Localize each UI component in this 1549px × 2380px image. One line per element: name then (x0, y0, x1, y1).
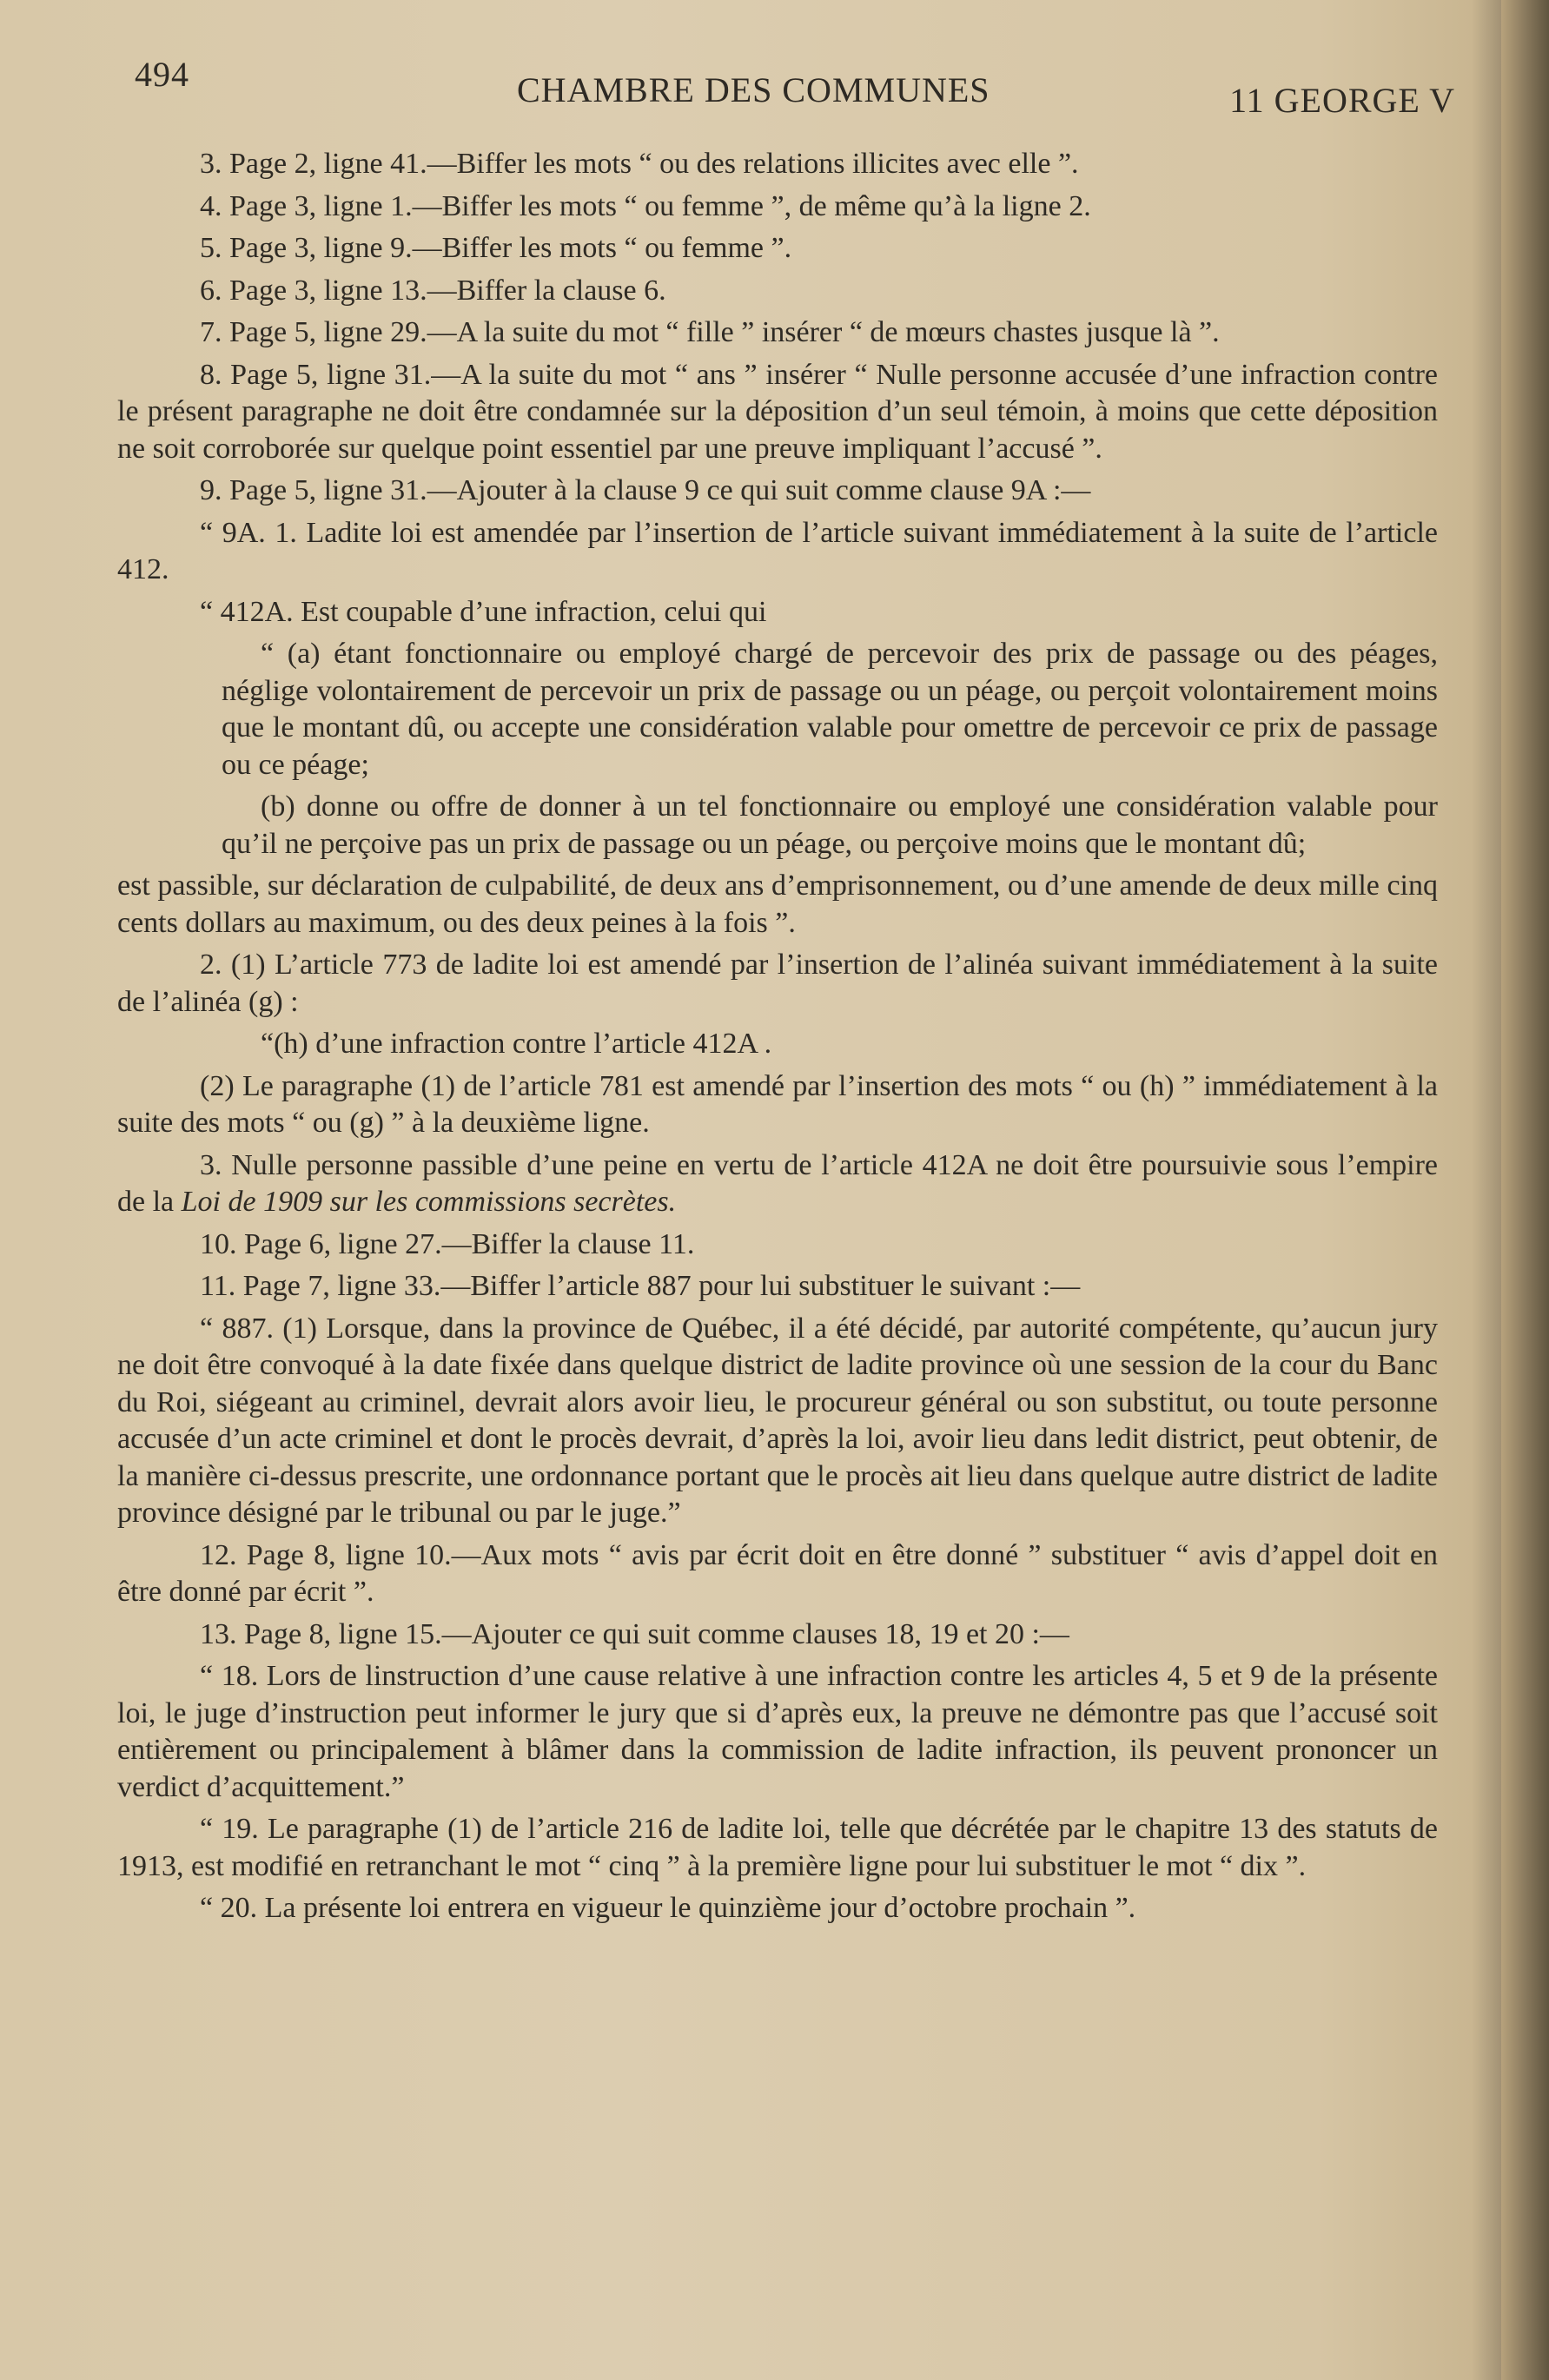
paragraph: 7. Page 5, ligne 29.—A la suite du mot “ fille ” insérer “ de mœurs chastes jusque là ”. (200, 316, 1220, 348)
paragraph: 13. Page 8, ligne 15.—Ajouter ce qui suit comme clauses 18, 19 et 20 :— (200, 1617, 1069, 1650)
paragraph: 9. Page 5, ligne 31.—Ajouter à la clause 9 ce qui suit comme clause 9A :— (200, 474, 1091, 506)
paragraph: “(h) d’une infraction contre l’article 412A . (261, 1028, 772, 1060)
paragraph: “ 19. Le paragraphe (1) de l’article 216 de ladite loi, telle que décrétée par le chapitre 13 des statuts de 1913, est modifié en retranchant le mot “ cinq ” à la première ligne pour lui substituer le mot “ dix ”. (117, 1813, 1438, 1882)
paragraph: “ 9A. 1. Ladite loi est amendée par l’insertion de l’article suivant immédiatement à la suite de l’article 412. (117, 516, 1438, 585)
reign-label: 11 GEORGE V (1229, 81, 1455, 120)
book-spine-shadow (1501, 0, 1549, 2380)
paragraph: “ 412A. Est coupable d’une infraction, celui qui (200, 595, 767, 628)
paragraph: “ (a) étant fonctionnaire ou employé chargé de percevoir des prix de passage ou des péages, néglige volontairement de percevoir un prix de passage ou un péage, ou perçoit volontairement moins que le montant dû, ou accepte une considération valable pour omettre de percevoir ce prix de passage ou ce péage; (222, 638, 1438, 781)
page-title: CHAMBRE DES COMMUNES (517, 70, 990, 109)
paragraph: 10. Page 6, ligne 27.—Biffer la clause 11. (200, 1227, 695, 1260)
paragraph-text: 3. Nulle personne passible d’une peine en vertu de l’article 412A ne doit être poursuivie sous l’empire de la (117, 1148, 1438, 1218)
paragraph: 8. Page 5, ligne 31.—A la suite du mot “ ans ” insérer “ Nulle personne accusée d’une infraction contre le présent paragraphe ne doit être condamnée sur la déposition d’un seul témoin, à moins que cette déposition ne soit corroborée sur quelque point essentiel par une preuve impliquant l’accusé ”. (117, 358, 1438, 465)
paragraph: 3. Page 2, ligne 41.—Biffer les mots “ ou des relations illicites avec elle ”. (200, 148, 1079, 180)
paragraph: 2. (1) L’article 773 de ladite loi est amendé par l’insertion de l’alinéa suivant immédiatement à la suite de l’alinéa (g) : (117, 949, 1438, 1018)
paragraph: 6. Page 3, ligne 13.—Biffer la clause 6. (200, 274, 666, 307)
paragraph: est passible, sur déclaration de culpabilité, de deux ans d’emprisonnement, ou d’une amende de deux mille cinq cents dollars au maximum, ou des deux peines à la fois ”. (117, 869, 1438, 939)
paragraph: 5. Page 3, ligne 9.—Biffer les mots “ ou femme ”. (200, 232, 792, 264)
paragraph: “ 887. (1) Lorsque, dans la province de Québec, il a été décidé, par autorité compétente, qu’aucun jury ne doit être convoqué à la date fixée dans quelque district de ladite province où une session de la cour du Banc du Roi, siégeant au criminel, devrait alors avoir lieu, le procureur général ou son substitut, ou toute personne accusée d’un acte criminel et dont le procès devrait, d’après la loi, avoir lieu dans ledit district, peut obtenir, de la manière ci-dessus prescrite, une ordonnance portant que le procès ait lieu dans quelque autre district de ladite province désigné par le tribunal ou par le juge.” (117, 1312, 1438, 1529)
paragraph: 4. Page 3, ligne 1.—Biffer les mots “ ou femme ”, de même qu’à la ligne 2. (200, 189, 1091, 222)
running-header (135, 54, 1455, 120)
paragraph: “ 20. La présente loi entrera en vigueur le quinzième jour d’octobre prochain ”. (200, 1892, 1136, 1924)
paragraph: 11. Page 7, ligne 33.—Biffer l’article 887 pour lui substituer le suivant :— (200, 1270, 1081, 1302)
document-body (117, 146, 1438, 1933)
paragraph: (b) donne ou offre de donner à un tel fonctionnaire ou employé une considération valable pour qu’il ne perçoive pas un prix de passage ou un péage, ou perçoive moins que le montant dû; (222, 790, 1438, 860)
page-number: 494 (135, 55, 189, 94)
paragraph (117, 1147, 1438, 1221)
paragraph: “ 18. Lors de linstruction d’une cause relative à une infraction contre les articles 4, 5 et 9 de la présente loi, le juge d’instruction peut informer le jury que si d’après eux, la preuve ne démontre pas que l’accusé soit entièrement ou principalement à blâmer dans la commission de ladite infraction, ils peuvent prononcer un verdict d’acquittement.” (117, 1660, 1438, 1803)
paragraph: 12. Page 8, ligne 10.—Aux mots “ avis par écrit doit en être donné ” substituer “ avis d’appel doit en être donné par écrit ”. (117, 1538, 1438, 1608)
paragraph: (2) Le paragraphe (1) de l’article 781 est amendé par l’insertion des mots “ ou (h) ” immédiatement à la suite des mots “ ou (g) ” à la deuxième ligne. (117, 1069, 1438, 1139)
italic-law-title: Loi de 1909 sur les commissions secrètes. (181, 1186, 677, 1218)
